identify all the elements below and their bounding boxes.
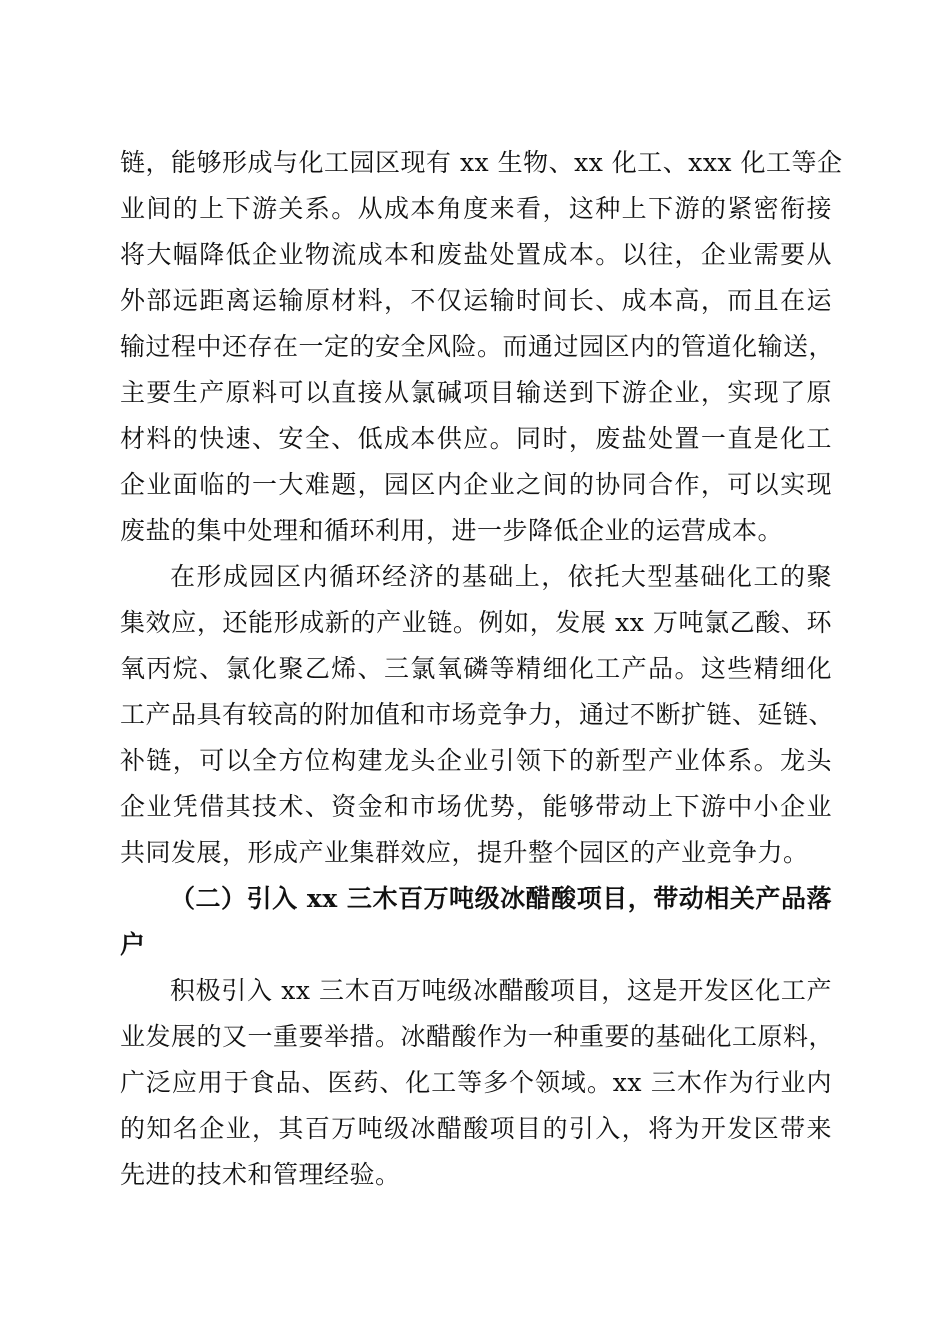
text-line: 氧丙烷、氯化聚乙烯、三氯氧磷等精细化工产品。这些精细化: [120, 654, 832, 683]
paragraph-circular-chain: [120, 140, 843, 554]
text-line: 集效应，还能形成新的产业链。例如，发展 xx 万吨氯乙酸、环: [120, 608, 832, 637]
paragraph-new-industry-chain: [120, 554, 835, 876]
text-line: 企业面临的一大难题，园区内企业之间的协同合作，可以实现: [120, 470, 832, 499]
text-line: 工产品具有较高的附加值和市场竞争力，通过不断扩链、延链、: [120, 700, 835, 729]
paragraph-acetic-acid-project: [120, 968, 835, 1198]
document-body: [120, 140, 843, 1198]
text-line: 主要生产原料可以直接从氯碱项目输送到下游企业，实现了原: [120, 378, 832, 407]
text-line: 链，能够形成与化工园区现有 xx 生物、xx 化工、xxx 化工等企: [120, 148, 843, 177]
text-line: 输过程中还存在一定的安全风险。而通过园区内的管道化输送，: [120, 332, 835, 361]
text-line: 的知名企业，其百万吨级冰醋酸项目的引入，将为开发区带来: [120, 1114, 832, 1143]
text-line: 材料的快速、安全、低成本供应。同时，废盐处置一直是化工: [120, 424, 832, 453]
text-line: 外部远距离运输原材料，不仅运输时间长、成本高，而且在运: [120, 286, 832, 315]
section-heading: [120, 876, 832, 968]
heading-line: （二）引入 xx 三木百万吨级冰醋酸项目，带动相关产品落: [170, 884, 832, 913]
text-line: 共同发展，形成产业集群效应，提升整个园区的产业竞争力。: [120, 838, 809, 867]
text-line: 业发展的又一重要举措。冰醋酸作为一种重要的基础化工原料，: [120, 1022, 835, 1051]
text-line: 企业凭借其技术、资金和市场优势，能够带动上下游中小企业: [120, 792, 832, 821]
text-line: 将大幅降低企业物流成本和废盐处置成本。以往，企业需要从: [120, 240, 832, 269]
text-line: 在形成园区内循环经济的基础上，依托大型基础化工的聚: [170, 562, 832, 591]
text-line: 广泛应用于食品、医药、化工等多个领域。xx 三木作为行业内: [120, 1068, 832, 1097]
text-line: 补链，可以全方位构建龙头企业引领下的新型产业体系。龙头: [120, 746, 832, 775]
text-line: 积极引入 xx 三木百万吨级冰醋酸项目，这是开发区化工产: [170, 976, 832, 1005]
text-line: 业间的上下游关系。从成本角度来看，这种上下游的紧密衔接: [120, 194, 832, 223]
text-line: 废盐的集中处理和循环利用，进一步降低企业的运营成本。: [120, 516, 784, 545]
text-line: 先进的技术和管理经验。: [120, 1160, 401, 1189]
heading-line: 户: [120, 930, 146, 959]
